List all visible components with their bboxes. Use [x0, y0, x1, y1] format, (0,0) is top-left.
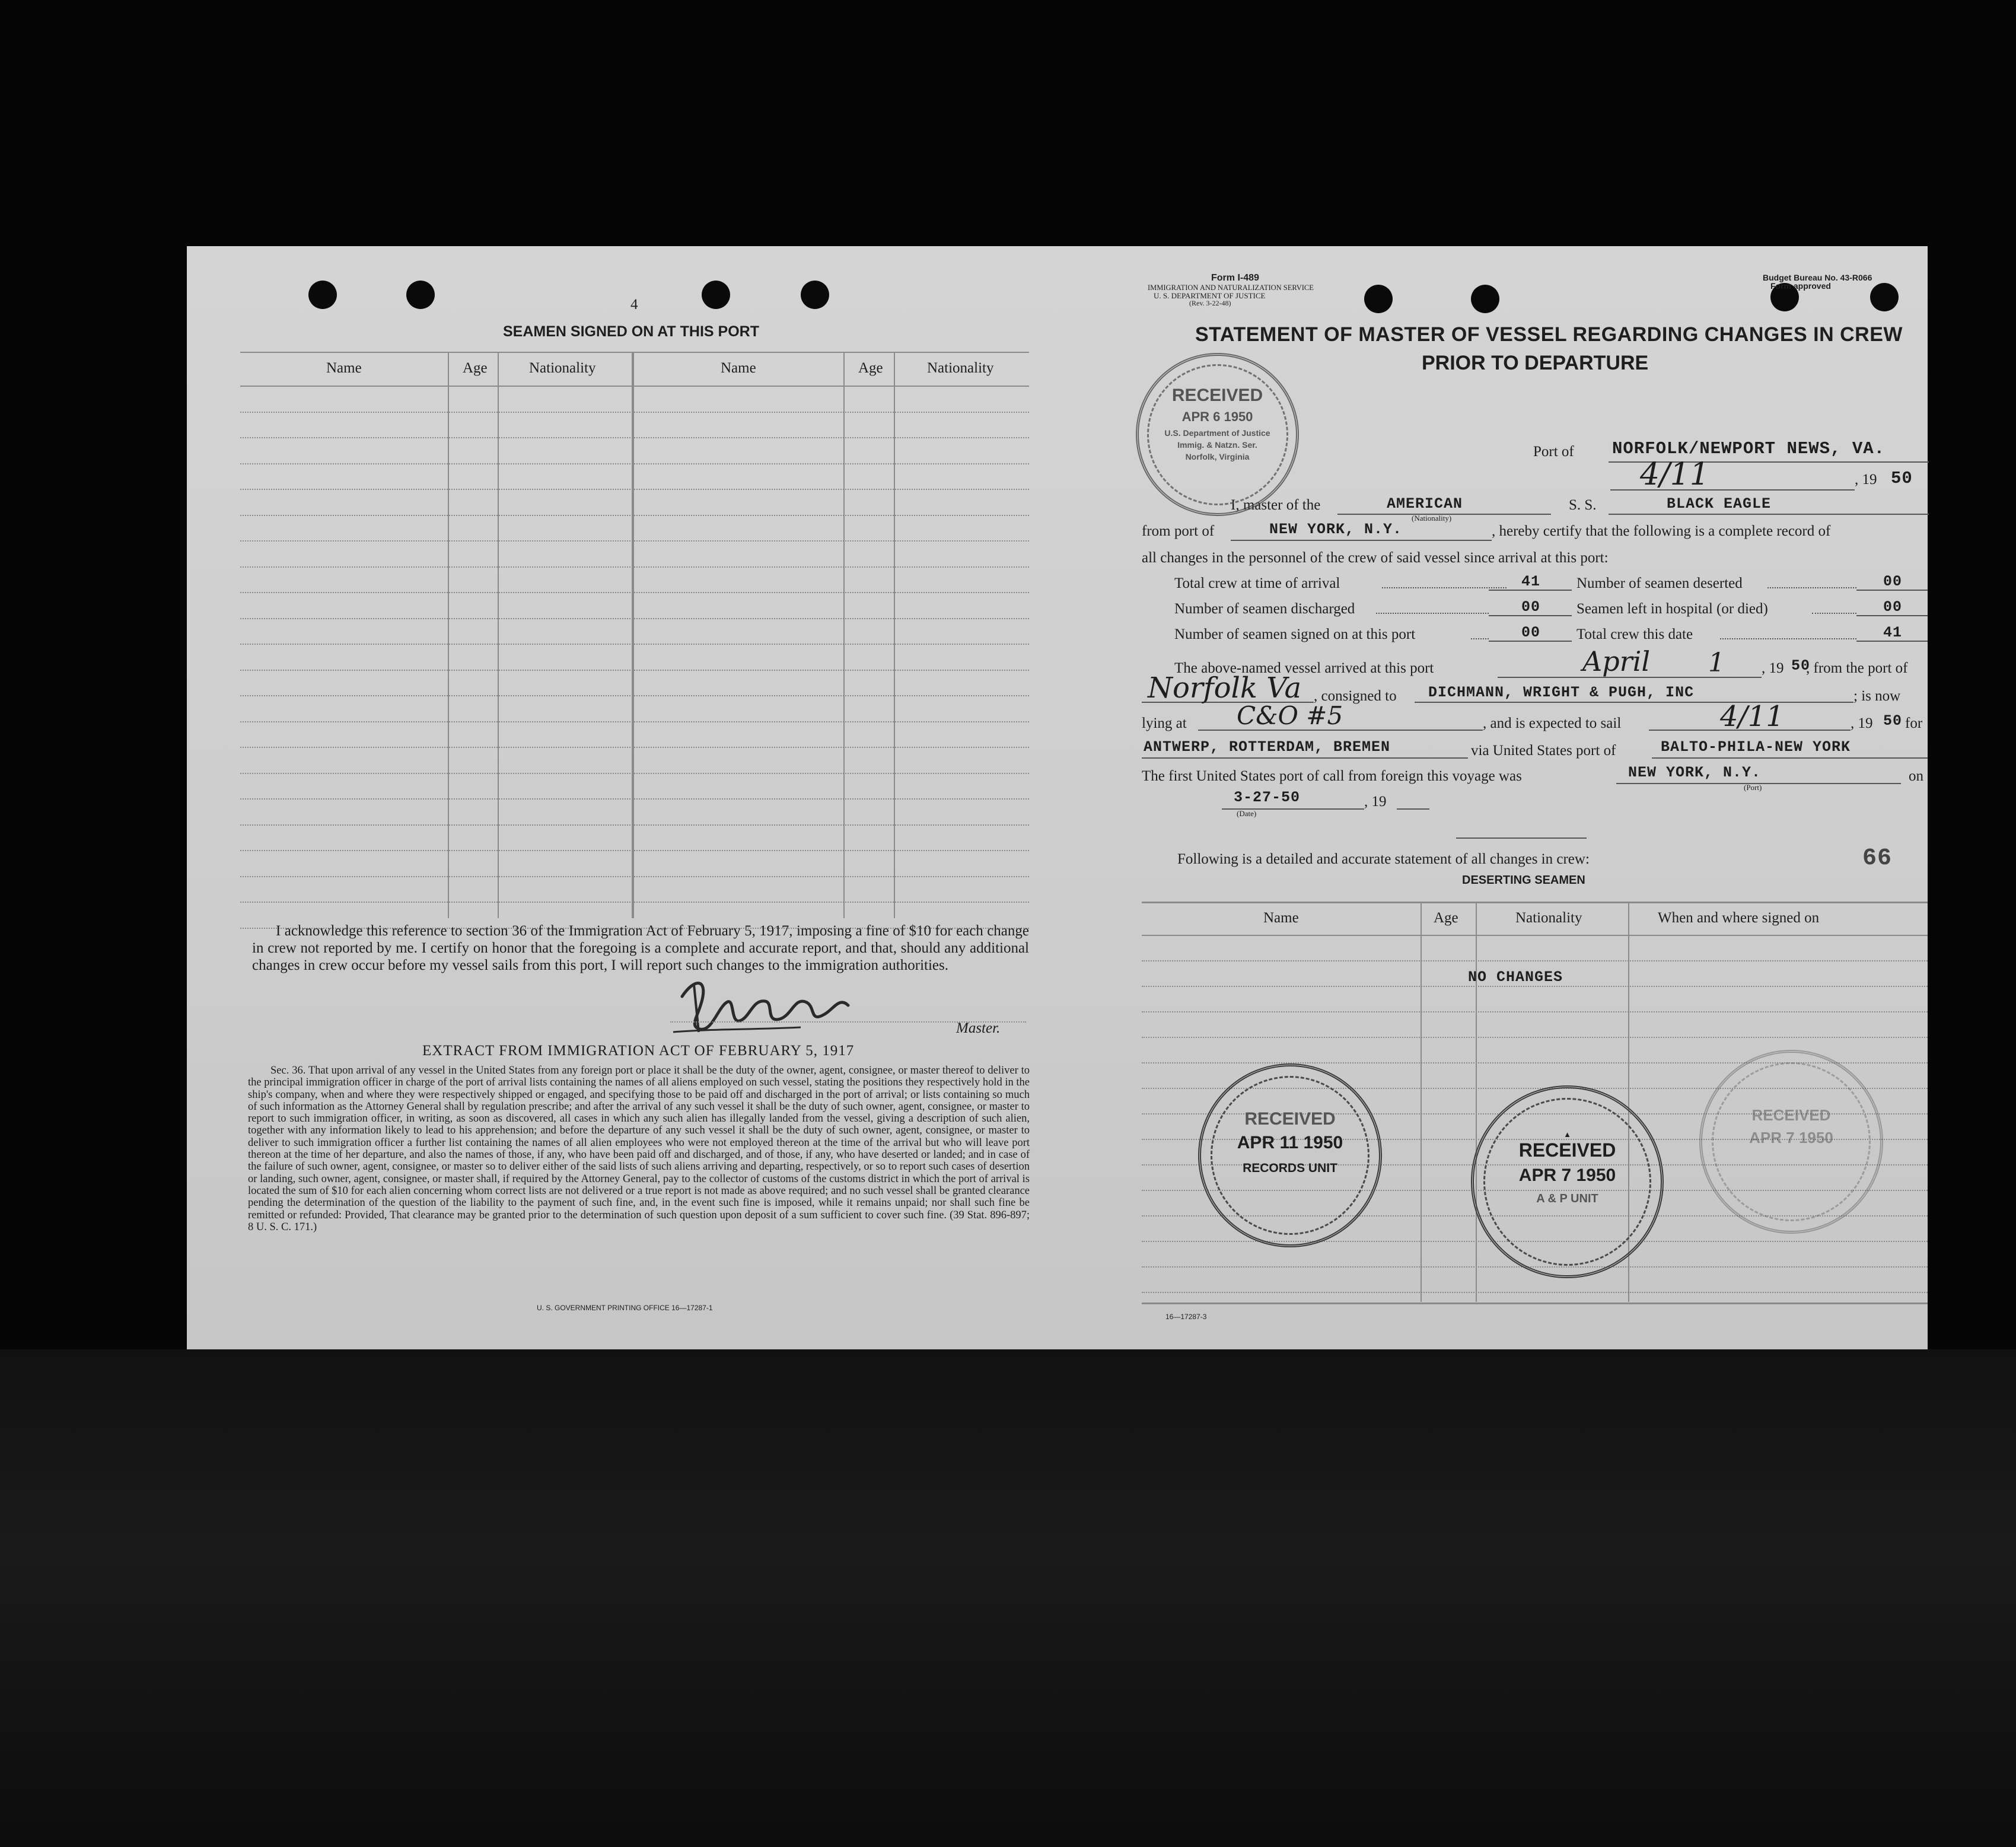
stamp-date: APR 7 1950: [1518, 1165, 1616, 1185]
lying-at-label: lying at: [1142, 715, 1187, 731]
stamp-line: Norfolk, Virginia: [1185, 452, 1250, 461]
from-port-label: from port of: [1142, 523, 1215, 539]
column-header-name: Name: [721, 360, 756, 376]
count-value: 41: [1883, 624, 1903, 641]
dot-leader: [1767, 587, 1856, 588]
stamp-line: RECEIVED: [1171, 386, 1263, 405]
dot-leader: [1382, 587, 1507, 588]
column-header-age: Age: [1434, 910, 1458, 926]
certify-text-2: all changes in the personnel of the crew of said vessel since arrival at this port:: [1142, 550, 1609, 566]
table-row-line: [1142, 1011, 1928, 1012]
table-row-line: [240, 824, 1029, 826]
sail-year-prefix: , 19: [1851, 715, 1873, 731]
table-row-line: [240, 437, 1029, 438]
certify-text: , hereby certify that the following is a complete record of: [1492, 523, 1831, 539]
lying-at-value: C&O #5: [1237, 701, 1343, 730]
master-of-label: I, master of the: [1231, 497, 1321, 513]
from-port-of-label: , from the port of: [1806, 660, 1908, 676]
column-header-age: Age: [858, 360, 883, 376]
table-row-line: [240, 773, 1029, 774]
received-stamp: [1699, 1050, 1883, 1234]
page-number: 4: [630, 297, 638, 313]
column-header-nationality: Nationality: [927, 360, 994, 376]
count-label: Number of seamen deserted: [1577, 575, 1743, 591]
form-title-line2: PRIOR TO DEPARTURE: [1422, 352, 1649, 374]
date-underline: [1610, 489, 1855, 491]
count-label: Total crew this date: [1577, 626, 1693, 642]
extract-text: Sec. 36. That upon arrival of any vessel in the United States from any foreign port or place it shall be the duty of the owner, agent, consignee, or master thereof to deliver to the principal immigration officer in charge of the port of arrival lists containing the names of all aliens employed on such vessel, stating the positions they respectively hold in the ship's company, when and where they were respectively shipped or engaged, and specifying those to be paid off and discharged in the port of arrival; or lists containing so much of such information as the Attorney General shall by regulation prescribe; and after the arrival of any such vessel it shall be the duty of such owner, agent, consignee, or master to report to such immigration officer, in writing, as soon as discovered, all cases in which any such alien has illegally landed from the vessel, giving a description of such alien, together with any information likely to lead to his apprehension; and before the departure of any such vessel it shall be the duty of such owner, agent, consignee, or master to deliver to such immigration officer a further list containing the names of all alien employees who were not employed thereon at the time of the arrival but who will leave port thereon at the time of her departure, and also the names of those, if any, who have been paid off and discharged, and of those, if any, who have deserted or landed; and in case of the failure of such owner, agent, consignee, or master so to deliver either of the said lists of such aliens arriving and departing, respectively, or so to report such cases of desertion or landing, such owner, agent, consignee, or master shall, if required by the Attorney General, pay to the collector of customs of the customs district in which the port of arrival is located the sum of $10 for each alien concerning whom correct lists are not delivered or a true report is not made as above required; and no such vessel shall be granted clearance pending the determination of the question of the liability to the payment of such fine, and, in the event such fine is imposed, while it remains unpaid; nor shall such fine be remitted or refunded: Provided, That clearance may be granted prior to the determination of such question upon deposit of a sum sufficient to cover such fine. (39 Stat. 896-897; 8 U. S. C. 171.): [248, 1065, 1030, 1233]
table-top-rule: [1142, 902, 1928, 903]
table-row-line: [1142, 986, 1928, 987]
agency-line2: U. S. DEPARTMENT OF JUSTICE: [1154, 291, 1266, 300]
date-caption: (Date): [1237, 809, 1257, 818]
table-bottom-rule: [1142, 1303, 1928, 1304]
table-row-line: [240, 721, 1029, 722]
arrived-month: April: [1582, 645, 1651, 677]
count-value: 00: [1883, 573, 1903, 590]
table-row-line: [240, 695, 1029, 696]
count-label: Number of seamen discharged: [1174, 601, 1355, 617]
dot-leader: [1376, 613, 1489, 614]
prev-port-value: Norfolk Va: [1148, 671, 1302, 705]
count-label: Total crew at time of arrival: [1174, 575, 1340, 591]
table-row-line: [1142, 960, 1928, 961]
stamp-date: APR 6 1950: [1181, 409, 1253, 424]
stamp-line: RECEIVED: [1751, 1106, 1831, 1124]
count-label: Seamen left in hospital (or died): [1577, 601, 1768, 617]
following-text: Following is a detailed and accurate statement of all changes in crew:: [1177, 851, 1590, 867]
punch-hole: [1870, 283, 1899, 311]
stamp-arrow-icon: ▲: [1563, 1130, 1571, 1139]
table-row-line: [240, 566, 1029, 568]
via-underline: [1652, 757, 1928, 759]
stamp-line: U.S. Department of Justice: [1164, 428, 1270, 438]
stamp-date: APR 11 1950: [1237, 1133, 1343, 1152]
stamp-line: RECEIVED: [1518, 1139, 1616, 1161]
column-header-nationality: Nationality: [529, 360, 596, 376]
sail-date-value: 4/11: [1720, 700, 1784, 733]
table-rows: [240, 386, 1029, 919]
via-label: via United States port of: [1471, 743, 1616, 759]
expected-label: , and is expected to sail: [1483, 715, 1622, 731]
nationality-caption: (Nationality): [1412, 514, 1452, 523]
received-stamp: [1471, 1085, 1664, 1278]
column-header-name: Name: [1263, 910, 1299, 926]
for-label: for: [1905, 715, 1923, 731]
dot-leader: [1471, 638, 1489, 639]
master-signature: [670, 973, 866, 1041]
punch-hole: [1364, 285, 1393, 313]
column-header-nationality: Nationality: [1515, 910, 1582, 926]
reference-number: 66: [1862, 845, 1893, 872]
stamp-line: RECEIVED: [1244, 1109, 1336, 1129]
via-value: BALTO-PHILA-NEW YORK: [1661, 738, 1851, 756]
first-port-label: The first United States port of call from foreign this voyage was: [1142, 768, 1522, 784]
first-date-value: 3-27-50: [1234, 789, 1301, 806]
table-row-line: [240, 489, 1029, 490]
budget-bureau-number: Budget Bureau No. 43-R066: [1763, 273, 1872, 282]
count-value: 00: [1521, 598, 1541, 616]
punch-hole: [702, 281, 730, 309]
table-row-line: [240, 850, 1029, 851]
column-header-when-where: When and where signed on: [1658, 910, 1820, 926]
consigned-label: , consigned to: [1314, 688, 1397, 704]
scan-background: [0, 1349, 2016, 1847]
destinations-underline: [1142, 757, 1468, 759]
signature-caption: Master.: [956, 1020, 1001, 1036]
port-label: Port of: [1533, 444, 1574, 460]
nationality-value: AMERICAN: [1387, 495, 1463, 512]
port-caption: (Port): [1744, 783, 1762, 792]
port-value: NORFOLK/NEWPORT NEWS, VA.: [1612, 439, 1886, 458]
date-handwritten: 4/11: [1640, 457, 1709, 492]
sail-year: 50: [1883, 712, 1903, 730]
table-row-line: [240, 644, 1029, 645]
count-value: 41: [1521, 573, 1541, 590]
form-title-line1: STATEMENT OF MASTER OF VESSEL REGARDING CHANGES IN CREW: [1195, 323, 1903, 346]
deserting-title: DESERTING SEAMEN: [1462, 874, 1585, 887]
arrived-label: The above-named vessel arrived at this port: [1174, 660, 1434, 676]
printing-office-line: U. S. GOVERNMENT PRINTING OFFICE 16—17287-1: [537, 1304, 713, 1312]
column-header-age: Age: [463, 360, 488, 376]
table-row-line: [240, 412, 1029, 413]
stamp-line: RECORDS UNIT: [1243, 1161, 1337, 1175]
table-row-line: [240, 515, 1029, 516]
table-row-line: [240, 670, 1029, 671]
seamen-signed-on-table: [240, 347, 1029, 910]
vessel-underline: [1609, 514, 1929, 515]
table-row-line: [240, 463, 1029, 464]
extract-title: EXTRACT FROM IMMIGRATION ACT OF FEBRUARY 5, 1917: [422, 1043, 855, 1059]
count-label: Number of seamen signed on at this port: [1174, 626, 1416, 642]
table-row-line: [240, 540, 1029, 542]
punch-hole: [308, 281, 337, 309]
first-date-year-underline: [1397, 808, 1429, 810]
arrived-year: 50: [1791, 657, 1811, 674]
vessel-name: BLACK EAGLE: [1667, 495, 1772, 512]
no-changes-text: NO CHANGES: [1468, 969, 1563, 986]
footer-code: 16—17287-3: [1165, 1313, 1207, 1321]
consignee-value: DICHMANN, WRIGHT & PUGH, INC: [1428, 684, 1695, 701]
arrived-day: 1: [1708, 648, 1725, 678]
first-port-value: NEW YORK, N.Y.: [1628, 764, 1762, 781]
dot-leader: [1812, 613, 1856, 614]
table-row-line: [240, 876, 1029, 877]
from-port-underline: [1231, 540, 1492, 541]
stamp-line: A & P UNIT: [1536, 1192, 1598, 1205]
table-row-line: [1142, 1037, 1928, 1038]
count-value: 00: [1521, 624, 1541, 641]
stamp-line: Immig. & Natzn. Ser.: [1177, 440, 1257, 450]
table-row-line: [240, 618, 1029, 619]
punch-hole: [1471, 285, 1499, 313]
table-row-line: [240, 798, 1029, 800]
ss-label: S. S.: [1569, 497, 1597, 513]
first-date-year-prefix: , 19: [1364, 794, 1387, 810]
destinations-value: ANTWERP, ROTTERDAM, BREMEN: [1144, 738, 1391, 756]
count-value: 00: [1883, 598, 1903, 616]
table-row-line: [240, 592, 1029, 593]
received-stamp: [1136, 353, 1299, 516]
table-row-line: [240, 902, 1029, 903]
date-year: 50: [1891, 469, 1913, 488]
form-approved: Form approved: [1770, 281, 1831, 291]
on-label: on: [1909, 768, 1923, 784]
form-number: Form I-489: [1211, 273, 1259, 283]
punch-hole: [801, 281, 829, 309]
certification-text: I acknowledge this reference to section 36 of the Immigration Act of February 5, 1917, imposing a fine of $10 for each change in crew not reported by me. I certify on honor that the foregoing is a complete and accurate report, and that, should any additional changes in crew occur before my vessel sails from this port, I will report such changes to the immigration authorities.: [252, 923, 1029, 973]
revision-number: (Rev. 3-22-48): [1189, 299, 1231, 307]
left-table-title: SEAMEN SIGNED ON AT THIS PORT: [503, 323, 759, 340]
dot-leader: [1720, 638, 1856, 639]
stamp-date: APR 7 1950: [1749, 1129, 1833, 1147]
from-port-value: NEW YORK, N.Y.: [1269, 521, 1403, 538]
column-header-name: Name: [326, 360, 362, 376]
received-stamp: [1198, 1063, 1382, 1247]
table-top-rule: [240, 352, 1029, 353]
is-now-label: ; is now: [1853, 688, 1901, 704]
date-year-prefix: , 19: [1855, 472, 1877, 488]
consignee-underline: [1415, 702, 1853, 703]
section-divider: [1456, 837, 1587, 839]
punch-hole: [406, 281, 435, 309]
arrived-year-prefix: , 19: [1762, 660, 1784, 676]
agency-line1: IMMIGRATION AND NATURALIZATION SERVICE: [1148, 284, 1314, 292]
table-row-line: [1142, 1292, 1928, 1293]
stamp-ring: [1211, 1076, 1370, 1235]
table-row-line: [240, 747, 1029, 748]
